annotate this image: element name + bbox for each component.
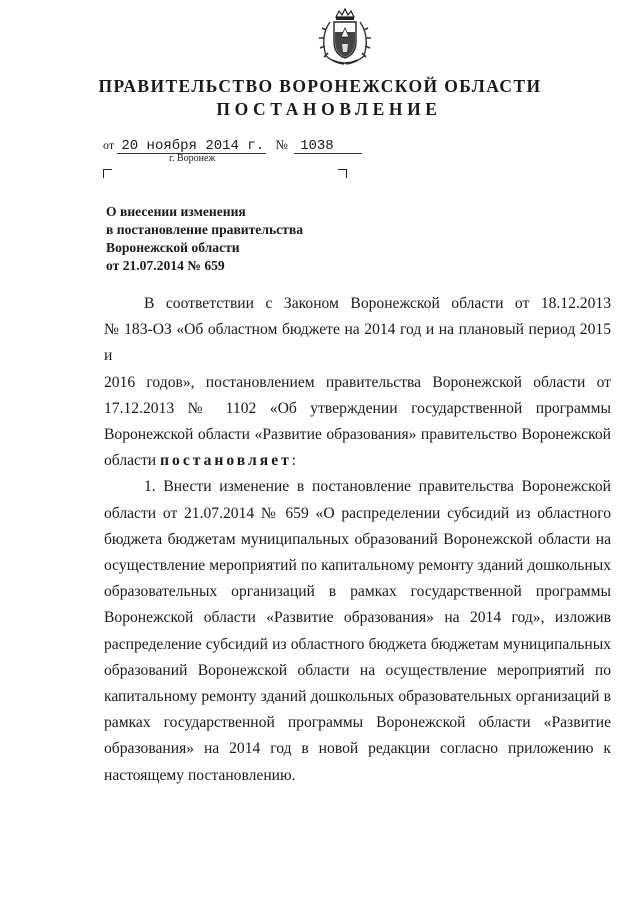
government-name: ПРАВИТЕЛЬСТВО ВОРОНЕЖСКОЙ ОБЛАСТИ — [98, 76, 542, 96]
body-line: Воронежской области «Развитие образования» на 2014 год», изложив — [104, 609, 611, 627]
body-line: Воронежской области «Развитие образования» правительство Воронежской — [104, 426, 611, 444]
number-label: № — [275, 137, 288, 152]
body-line-resolution — [104, 448, 611, 474]
document-number: 1038 — [294, 139, 362, 154]
resolution-suffix: : — [291, 452, 297, 470]
date-number-row — [103, 137, 362, 154]
body-line: настоящему постановлению. — [104, 766, 296, 784]
body-line: В соответствии с Законом Воронежской области от 18.12.2013 — [144, 295, 611, 312]
body-line: образования» на 2014 год в новой редакции согласно приложению к — [104, 740, 611, 758]
city: г. Воронеж — [169, 153, 216, 164]
document-body — [104, 291, 611, 789]
document-date: 20 ноября 2014 г. — [117, 139, 266, 154]
body-line: № 183-ОЗ «Об областном бюджете на 2014 год и на плановый период 2015 и — [104, 321, 611, 365]
from-label: от — [103, 138, 115, 152]
coat-of-arms-icon — [314, 8, 376, 66]
body-line: рамках государственной программы Воронежской области «Развитие — [104, 714, 611, 732]
body-line: образований Воронежской области на осуществление мероприятий по — [104, 661, 611, 679]
corner-mark-left — [103, 169, 112, 178]
body-line: 1. Внести изменение в постановление правительства Воронежской — [144, 478, 611, 496]
document-type: ПОСТАНОВЛЕНИЕ — [216, 99, 442, 119]
body-line: капитальному ремонту зданий дошкольных образовательных организаций в — [104, 688, 611, 706]
body-line: 2016 годов», постановлением правительства Воронежcкой области от — [104, 373, 611, 391]
body-line: области от 21.07.2014 № 659 «О распределении субсидий из областного — [104, 504, 611, 522]
body-line: осуществление мероприятий по капитальному ремонту зданий дошкольных — [104, 557, 611, 575]
body-line: бюджета бюджетам муниципальных образований Воронежской области на — [104, 530, 611, 548]
body-line: распределение субсидий из областного бюджета бюджетам муниципальных — [104, 635, 611, 653]
resolution-prefix: области — [104, 452, 157, 470]
document-subject — [106, 203, 303, 275]
corner-mark-right — [338, 169, 347, 178]
subject-line: в постановление правительства — [106, 222, 303, 237]
body-line: образовательных организаций в рамках государственной программы — [104, 583, 611, 601]
resolution-keyword: постановляет — [160, 452, 292, 470]
subject-line: О внесении изменения — [106, 204, 246, 219]
body-line: 17.12.2013 № 1102 «Об утверждении государственной программы — [104, 399, 611, 417]
subject-line: от 21.07.2014 № 659 — [106, 258, 225, 273]
subject-line: Воронежской области — [106, 240, 240, 255]
